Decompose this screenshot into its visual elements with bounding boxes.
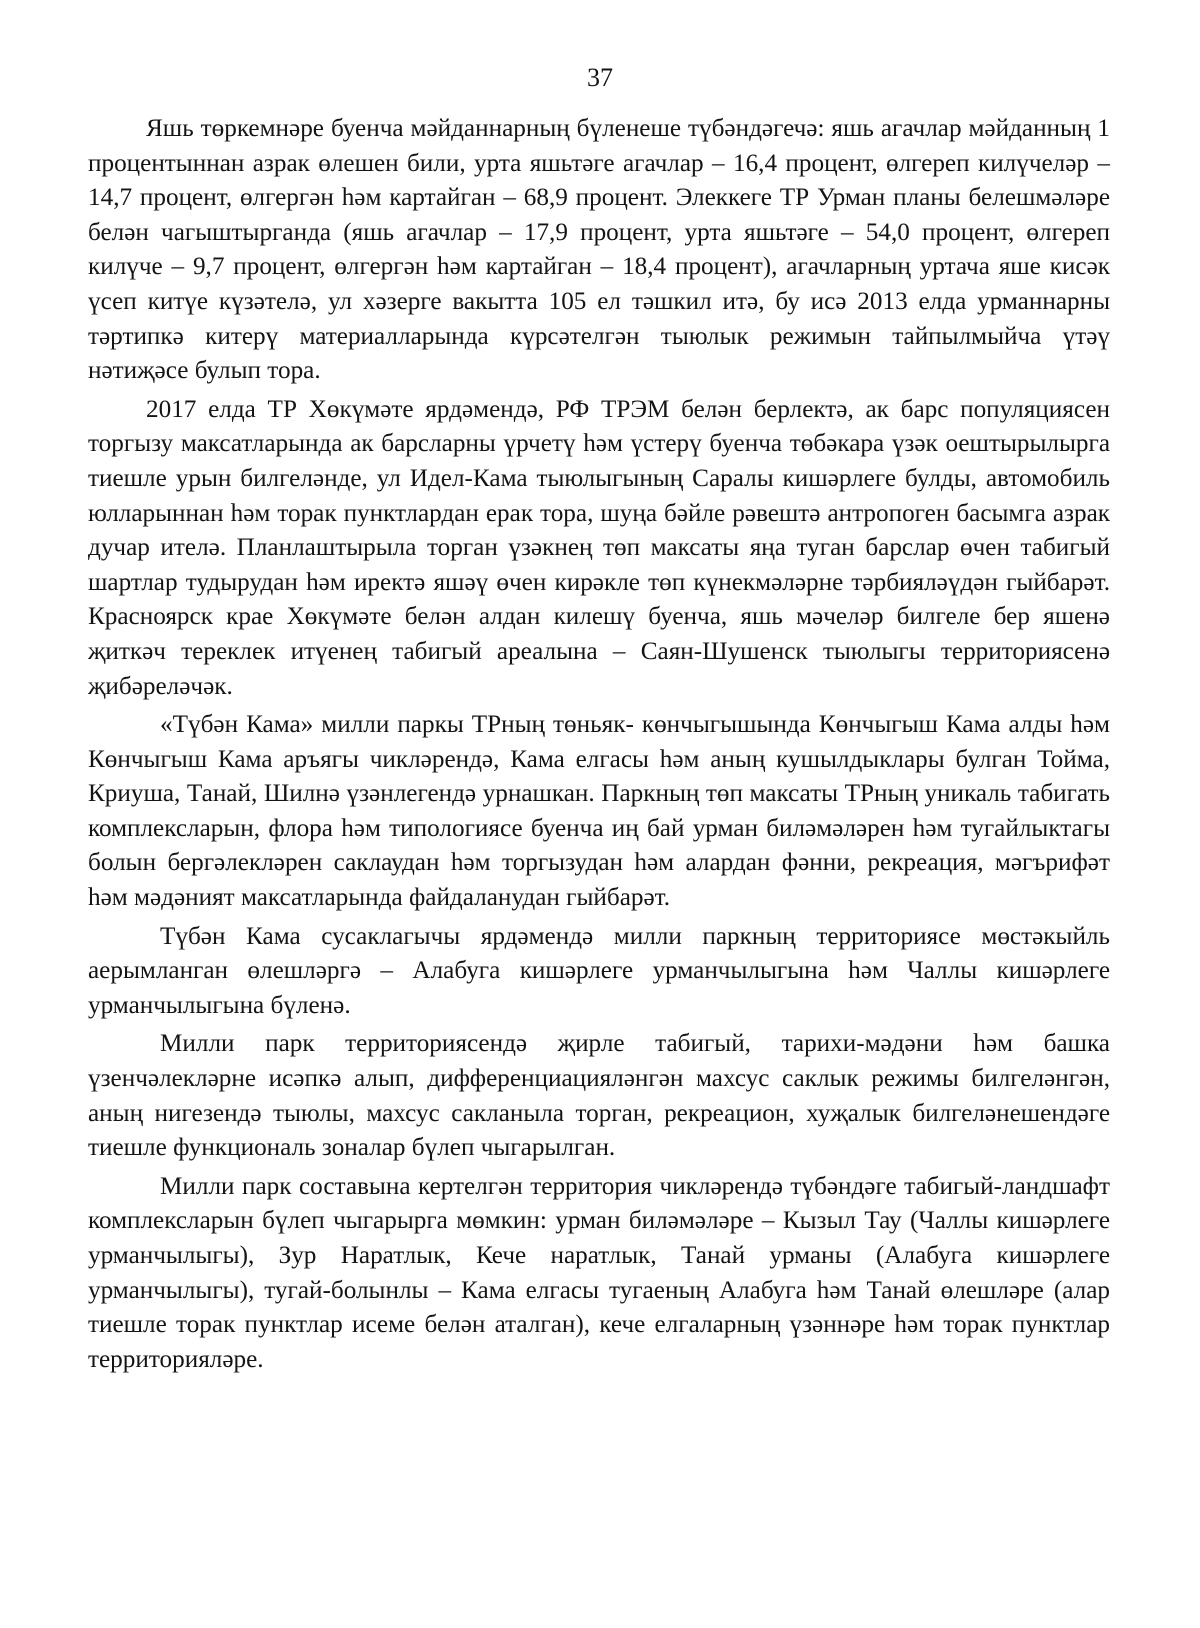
paragraph-national-park-location: «Түбән Кама» милли паркы ТРның төньяк- көнчыгышында Көнчыгыш Кама алды һәм Көнчыгыш Кама аръягы чикләрендә, Кама елгасы һәм аның кушылдыклары булган Тойма, Криуша, Танай, Шилнә үзәнлегендә урнашкан. Паркның төп максаты ТРның уникаль табигать комплексларын, флора һәм типологиясе буенча иң бай урман биләмәләрен һәм тугайлыктагы болын бергәлекләрен саклаудан һәм торгызудан һәм алардан фәнни, рекреация, мәгърифәт һәм мәдәният максатларында файдаланудан гыйбарәт. (88, 711, 1110, 912)
paragraph-protection-regime: Милли парк территориясендә җирле табигый, тарихи-мәдәни һәм башка үзенчәлекләрне исәпкә алып, дифференциацияләнгән махсус саклык режимы билгеләнгән, аның нигезендә тыюлы, махсус сакланыла торган, рекреацион, хуҗалык билгеләнешендәге тиешле функциональ зоналар бүлеп чыгарылган. (88, 1030, 1110, 1162)
page-number: 37 (587, 63, 613, 92)
paragraph-park-division: Түбән Кама сусаклагычы ярдәмендә милли паркның территориясе мөстәкыйль аерымланган өлешләргә – Алабуга кишәрлеге урманчылыгына һәм Чаллы кишәрлеге урманчылыгына бүленә. (88, 922, 1110, 1019)
paragraph-age-groups: Яшь төркемнәре буенча мәйданнарның бүленеше түбәндәгечә: яшь агачлар мәйданның 1 процентыннан азрак өлешен били, урта яшьтәге агачлар – 16,4 процент, өлгереп килүчеләр – 14,7 процент, өлгергән һәм картайган – 68,9 процент. Элеккеге ТР Урман планы белешмәләре белән чагыштырганда (яшь агачлар – 17,9 процент, урта яшьтәге – 54,0 процент, өлгереп килүче – 9,7 процент, өлгергән һәм картайган – 18,4 процент), агачларның уртача яше кисәк үсеп китүе күзәтелә, ул хәзерге вакытта 105 ел тәшкил итә, бу исә 2013 елда урманнарны тәртипкә китерү материалларында күрсәтелгән тыюлык режимын тайпылмыйча үтәү нәтиҗәсе булып тора. (88, 115, 1110, 385)
paragraph-snow-leopard-center: 2017 елда ТР Хөкүмәте ярдәмендә, РФ ТРЭМ белән берлектә, ак барс популяциясен торгызу максатларында ак барсларны үрчетү һәм үстерү буенча төбәкара үзәк оештырылырга тиешле урын билгеләнде, ул Идел-Кама тыюлыгының Саралы кишәрлеге булды, автомобиль юлларыннан һәм торак пунктлардан ерак тора, шуңа бәйле рәвештә антропоген басымга азрак дучар ителә. Планлаштырыла торган үзәкнең төп максаты яңа туган барслар өчен табигый шартлар тудырудан һәм иректә яшәү өчен кирәкле төп күнекмәләрне тәрбияләүдән гыйбарәт. Красноярск крае Хөкүмәте белән алдан килешү буенча, яшь мәчеләр билгеле бер яшенә җиткәч тереклек итүенең табигый ареалына – Саян-Шушенск тыюлыгы территориясенә җибәреләчәк. (88, 395, 1110, 700)
body-text (88, 112, 1110, 1381)
paragraph-landscape-complexes: Милли парк составына кертелгән территория чикләрендә түбәндәге табигый-ландшафт комплексларын бүлеп чыгарырга мөмкин: урман биләмәләре – Кызыл Тау (Чаллы кишәрлеге урманчылыгы), Зур Наратлык, Кече наратлык, Танай урманы (Алабуга кишәрлеге урманчылыгы), тугай-болынлы – Кама елгасы тугаеның Алабуга һәм Танай өлешләре (алар тиешле торак пунктлар исеме белән аталган), кече елгаларның үзәннәре һәм торак пунктлар территорияләре. (88, 1172, 1110, 1373)
